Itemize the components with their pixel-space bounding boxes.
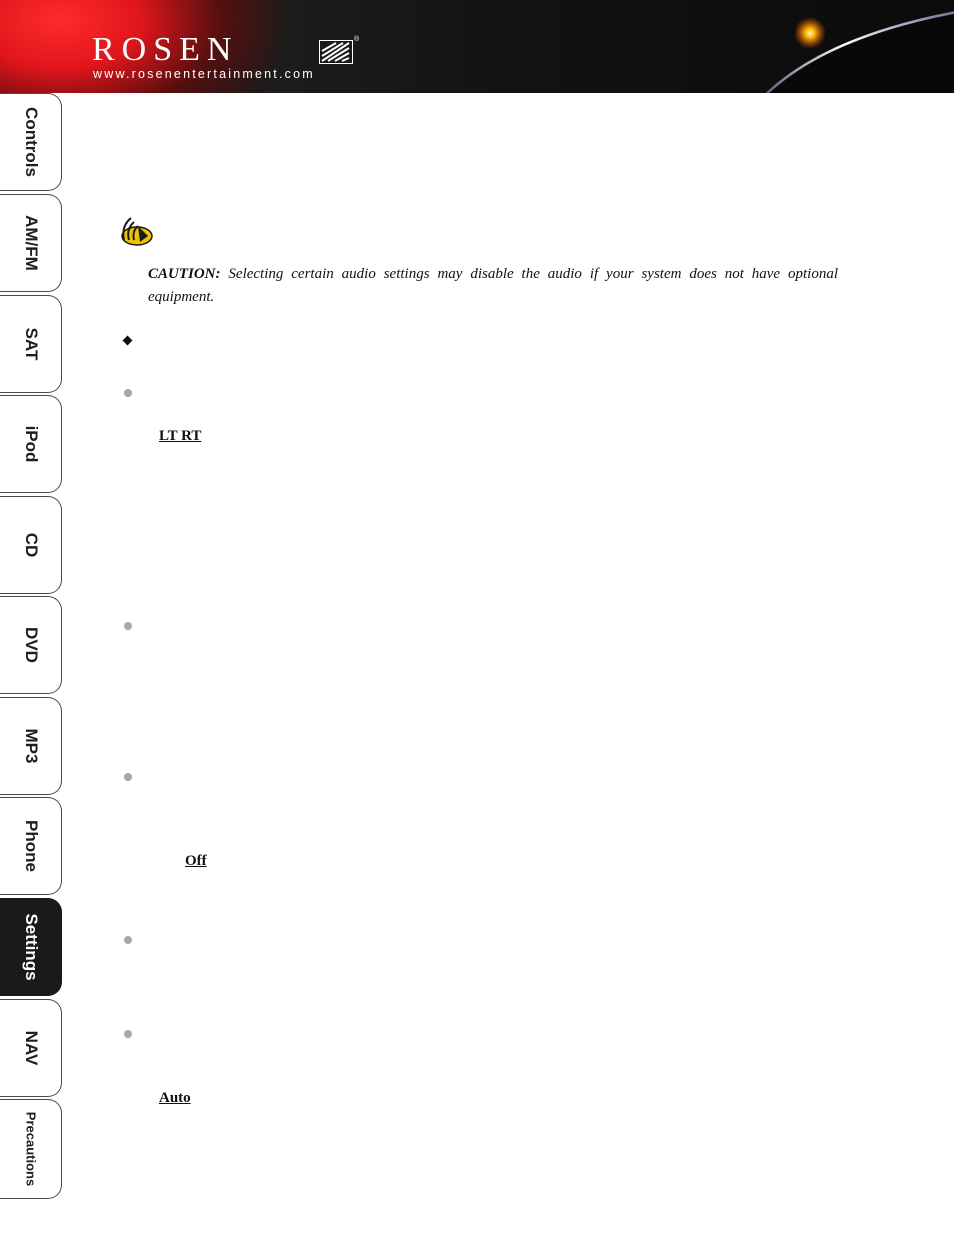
tab-label: Phone	[21, 820, 41, 872]
website-url: www.rosenentertainment.com	[93, 67, 315, 81]
default-value-auto: Auto	[159, 1090, 191, 1106]
gray-dot-bullet-icon	[124, 622, 132, 630]
tab-am-fm[interactable]	[0, 194, 62, 292]
tab-label: MP3	[21, 728, 41, 764]
logo-wordmark: ROSEN	[92, 31, 239, 68]
caution-speaker-icon	[115, 212, 155, 248]
default-value-lt-rt: LT RT	[159, 428, 202, 444]
planet-horizon-graphic	[715, 5, 954, 93]
registered-mark: ®	[354, 36, 360, 43]
tab-sat[interactable]	[0, 295, 62, 393]
tab-precautions[interactable]	[0, 1099, 62, 1199]
tab-label: CD	[21, 532, 41, 558]
gray-dot-bullet-icon	[124, 389, 132, 397]
header-banner	[0, 0, 954, 93]
tab-label: SAT	[21, 327, 41, 361]
tab-controls[interactable]	[0, 93, 62, 191]
gray-dot-bullet-icon	[124, 936, 132, 944]
tab-ipod[interactable]	[0, 395, 62, 493]
tab-dvd[interactable]	[0, 596, 62, 694]
caution-text: Selecting certain audio settings may disable the audio if your system does not have optional equipment.	[148, 266, 838, 305]
diamond-bullet-icon	[123, 336, 133, 346]
gray-dot-bullet-icon	[124, 773, 132, 781]
tab-label: iPod	[21, 425, 41, 463]
tab-label: Settings	[21, 913, 41, 981]
tab-label: Precautions	[23, 1111, 38, 1187]
tab-mp3[interactable]	[0, 697, 62, 795]
tab-label: DVD	[21, 627, 41, 663]
tab-label: Controls	[21, 107, 41, 177]
tab-label: NAV	[21, 1030, 41, 1066]
rosen-logo-icon	[319, 40, 353, 64]
default-value-off: Off	[185, 853, 207, 869]
tab-cd[interactable]	[0, 496, 62, 594]
tab-phone[interactable]	[0, 797, 62, 895]
tab-label: AM/FM	[21, 215, 41, 271]
gray-dot-bullet-icon	[124, 1030, 132, 1038]
tab-nav[interactable]	[0, 999, 62, 1097]
tab-settings[interactable]	[0, 898, 62, 996]
caution-label: CAUTION:	[148, 266, 221, 282]
caution-paragraph	[148, 263, 838, 309]
